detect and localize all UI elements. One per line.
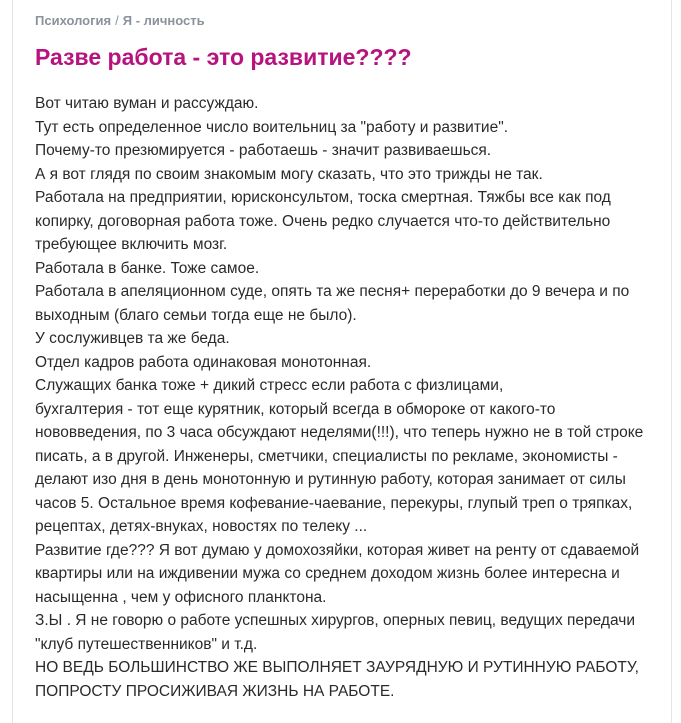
post-paragraph: НО ВЕДЬ БОЛЬШИНСТВО ЖЕ ВЫПОЛНЯЕТ ЗАУРЯДНУЮ И РУТИННУЮ РАБОТУ, ПОПРОСТУ ПРОСИЖИВАЯ ЖИЗНЬ НА РАБОТЕ. xyxy=(35,659,639,700)
post-paragraph: З.Ы . Я не говорю о работе успешных хирургов, оперных певиц, ведущих передачи "клуб путешественников" и т.д. xyxy=(35,612,635,653)
post-paragraph: У сослуживцев та же беда. xyxy=(35,330,230,347)
post-paragraph: Отдел кадров работа одинаковая монотонная. xyxy=(35,353,372,371)
post-paragraph: Работала в банке. Тоже самое. xyxy=(35,259,260,277)
breadcrumb-section-link[interactable]: Психология xyxy=(35,13,112,28)
post-paragraph: Работала на предприятии, юрисконсультом, тоска смертная. Тяжбы все как под копирку, договорная работа тоже. Очень редко случается что-то действительно требующее включить мозг. xyxy=(35,189,611,253)
breadcrumb xyxy=(35,13,205,28)
breadcrumb-separator: / xyxy=(115,13,119,28)
post-paragraph: Работала в апеляционном суде, опять та же песня+ переработки до 9 вечера и по выходным (благо семьи тогда еще не было). xyxy=(35,283,630,324)
breadcrumb-subsection-link[interactable]: Я - личность xyxy=(122,13,205,28)
post-paragraph: Почему-то презюмируется - работаешь - значит развиваешься. xyxy=(35,142,492,159)
post-paragraph: Служащих банка тоже + дикий стресс если работа с физлицами, xyxy=(35,377,504,394)
post-paragraph: Вот читаю вуман и рассуждаю. xyxy=(35,95,259,112)
post-title: Разве работа - это развитие???? xyxy=(35,44,412,70)
post-paragraph: Тут есть определенное число воительниц за "работу и развитие". xyxy=(35,118,508,136)
post-card xyxy=(12,0,672,723)
post-paragraph: бухгалтерия - тот еще курятник, который всегда в обмороке от какого-то нововведения, по 3 часа обсуждают неделями(!!!), что теперь нужно не в той строке писать, а в другой. Инженеры, сметчики, специалисты по рекламе, экономисты - делают изо дня в день монотонную и рутинную работу, которая занимает от силы часов 5. Остальное время кофевание-чаевание, перекуры, глупый треп о тряпках, рецептах, детях-внуках, новостях по телеку ... xyxy=(35,400,644,535)
post-paragraph: А я вот глядя по своим знакомым могу сказать, что это трижды не так. xyxy=(35,165,543,183)
post-paragraph: Развитие где??? Я вот думаю у домохозяйки, которая живет на ренту от сдаваемой квартиры или на иждивении мужа со среднем доходом жизнь более интересна и насыщенна , чем у офисного планктона. xyxy=(35,541,640,606)
post-body xyxy=(35,92,665,703)
